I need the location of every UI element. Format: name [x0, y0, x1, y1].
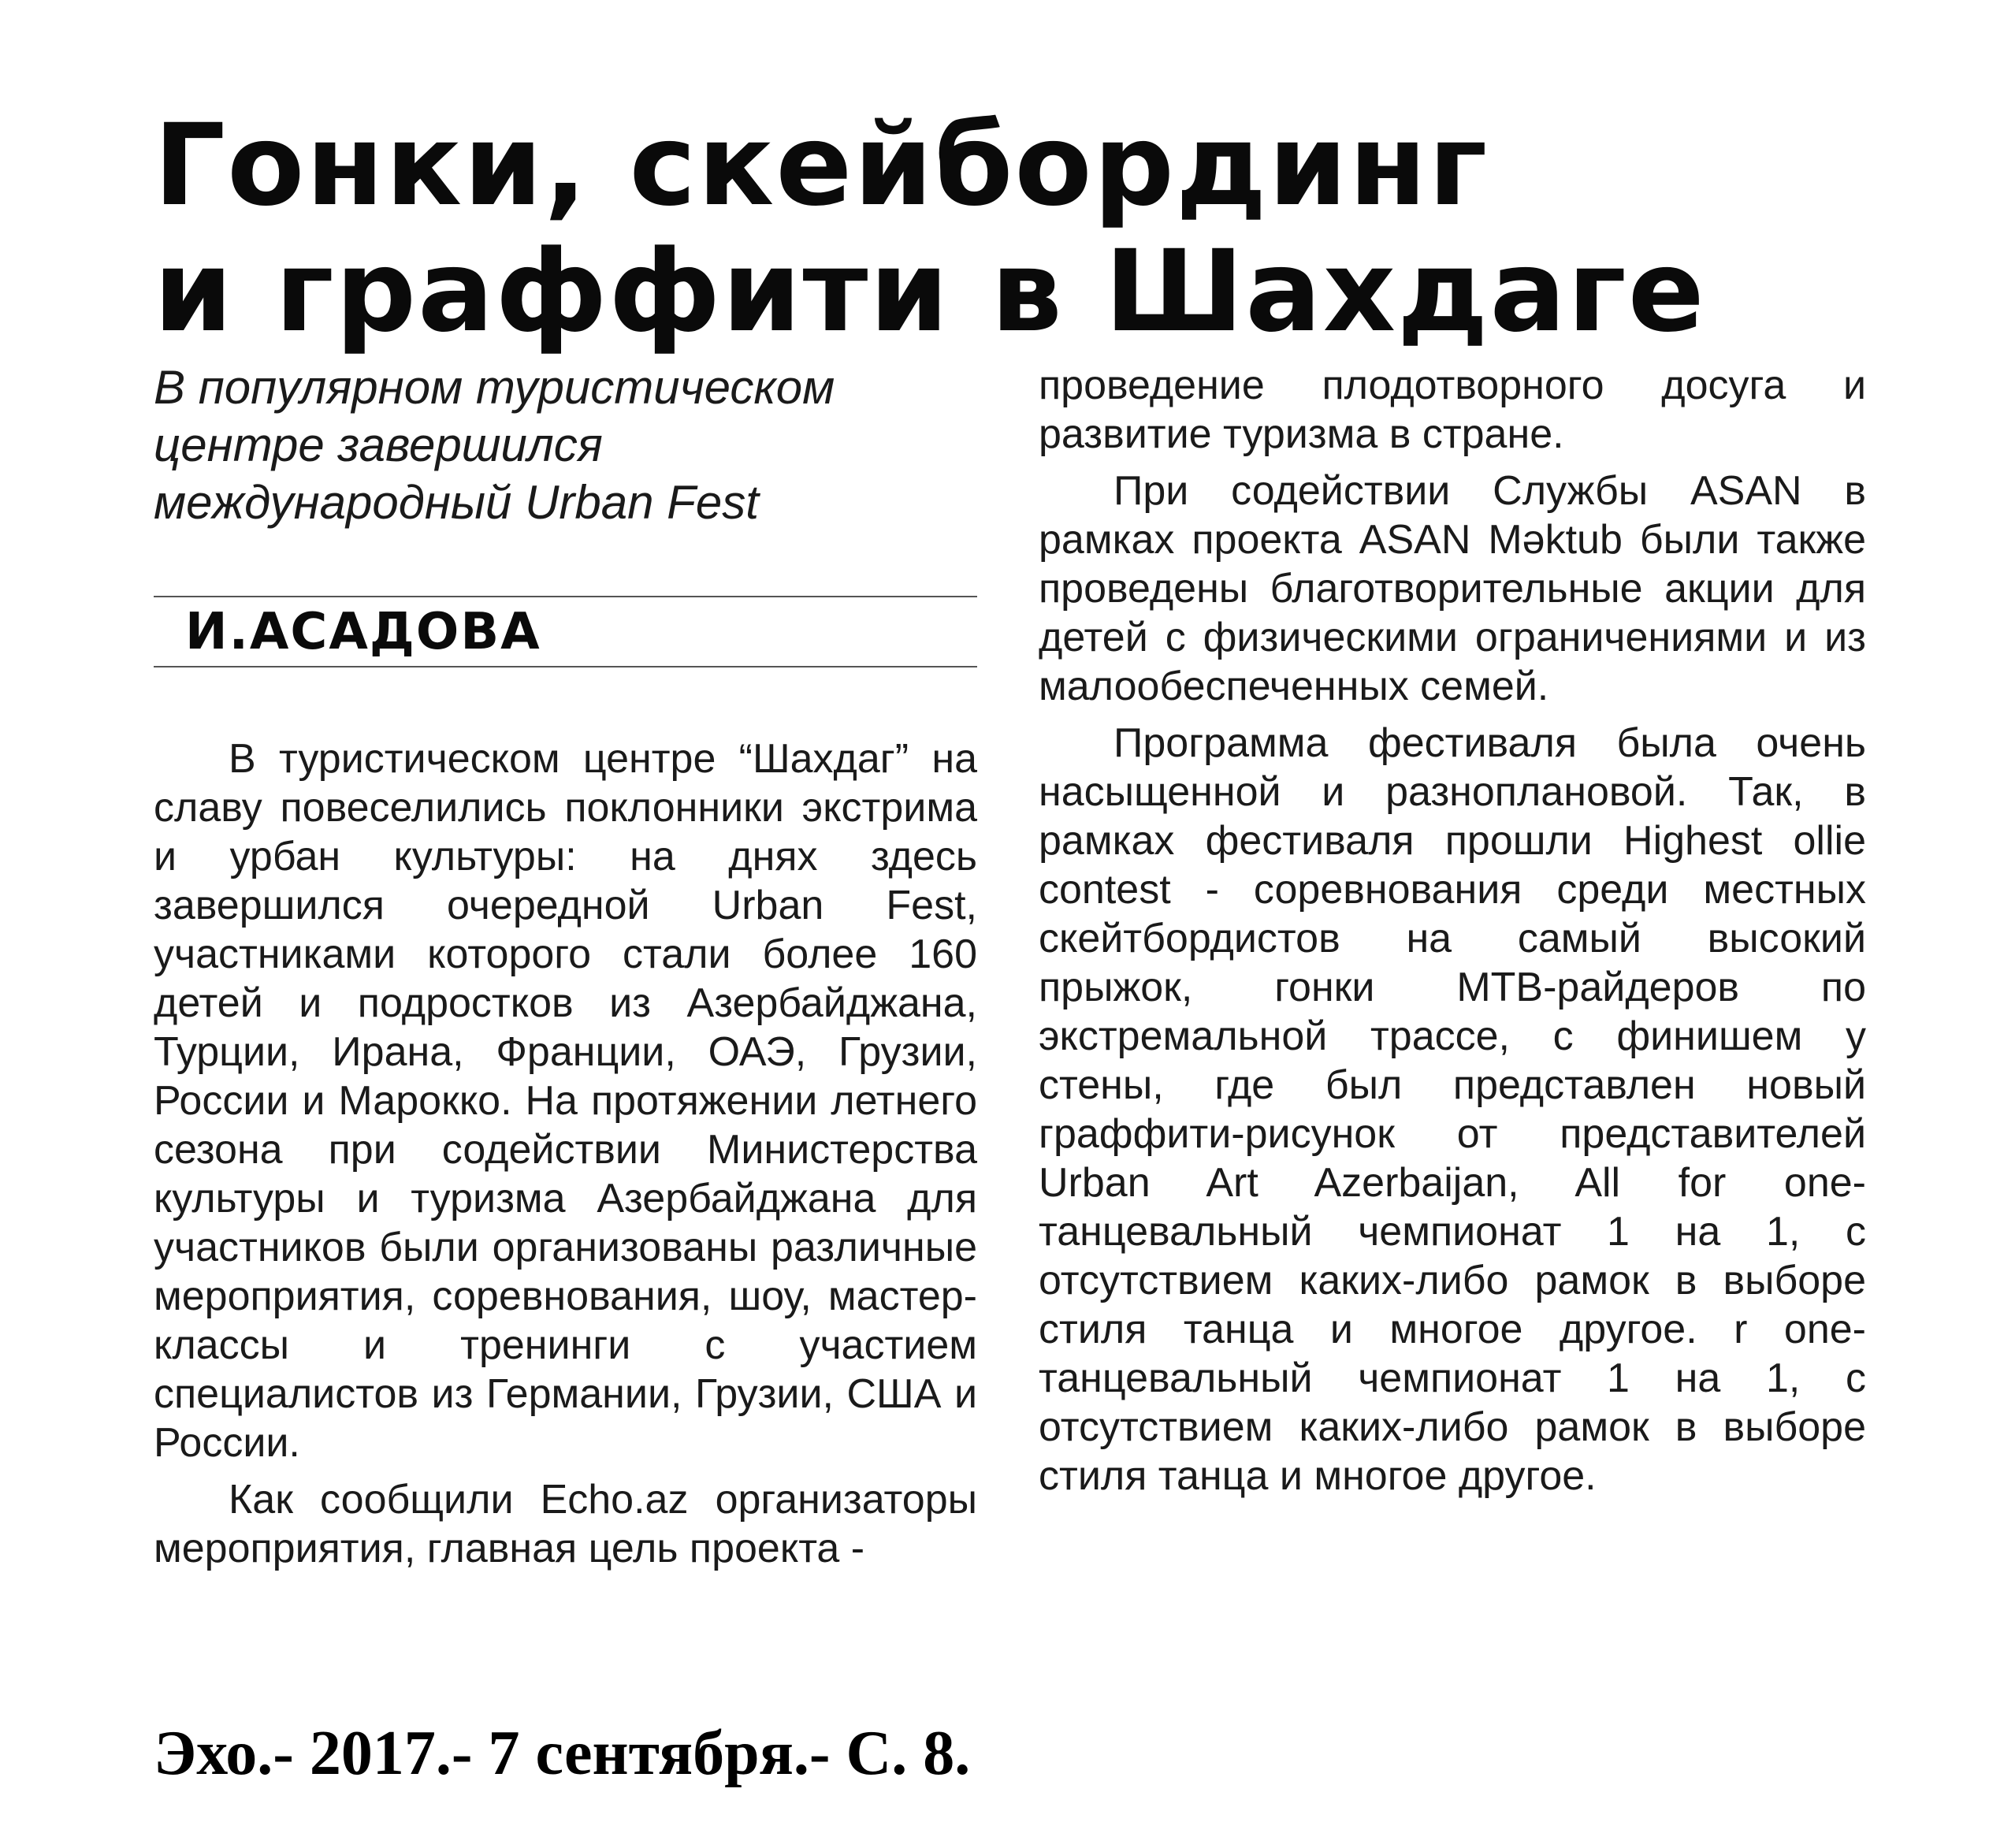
- headline-line-2: и граффити в Шахдаге: [154, 225, 1706, 357]
- paragraph: Программа фестиваля была очень насыщенной и разноплановой. Так, в рамках фестиваля прошли Highest ollie contest - соревнования среди местных скейтбордистов на самый высокий прыжок, гонки MTB-райдеров по экстремальной трассе, с финишем у стены, где был представлен новый граффити-рисунок от представителей Urban Art Azerbaijan, All for one-танцевальный чемпионат 1 на 1, с отсутствием каких-либо рамок в выборе стиля танца и многое другое. r one-танцевальный чемпионат 1 на 1, с отсутствием каких-либо рамок в выборе стиля танца и многое другое.: [1039, 720, 1866, 1499]
- headline-line-1: Гонки, скейбординг: [154, 99, 1489, 231]
- subtitle-line-3: международный Urban Fest: [154, 476, 759, 529]
- source-citation: Эхо.- 2017.- 7 сентября.- С. 8.: [154, 1719, 971, 1788]
- headline: [154, 99, 1848, 357]
- left-column: [154, 734, 977, 1573]
- byline: И.АСАДОВА: [185, 603, 541, 661]
- byline-top-rule: [154, 596, 977, 597]
- paragraph: При содействии Службы ASAN в рамках проекта ASAN Məktub были также проведены благотворительные акции для детей с физическими ограничениями и из малообеспеченных семей.: [1039, 468, 1866, 709]
- subtitle: [154, 359, 981, 531]
- paragraph: Как сообщили Echo.az организаторы мероприятия, главная цель проекта -: [154, 1477, 977, 1571]
- right-column: [1039, 361, 1866, 1500]
- paragraph: В туристическом центре “Шахдаг” на славу повеселились поклонники экстрима и урбан культуры: на днях здесь завершился очередной Urban Fest, участниками которого стали более 160 детей и подростков из Азербайджана, Турции, Ирана, Франции, ОАЭ, Грузии, России и Марокко. На протяжении летнего сезона при содействии Министерства культуры и туризма Азербайджана для участников были организованы различные мероприятия, соревнования, шоу, мастер-классы и тренинги с участием специалистов из Германии, Грузии, США и России.: [154, 736, 977, 1466]
- subtitle-line-1: В популярном туристическом: [154, 361, 835, 414]
- paragraph: проведение плодотворного досуга и развитие туризма в стране.: [1039, 363, 1866, 457]
- byline-bottom-rule: [154, 666, 977, 667]
- subtitle-line-2: центре завершился: [154, 418, 603, 471]
